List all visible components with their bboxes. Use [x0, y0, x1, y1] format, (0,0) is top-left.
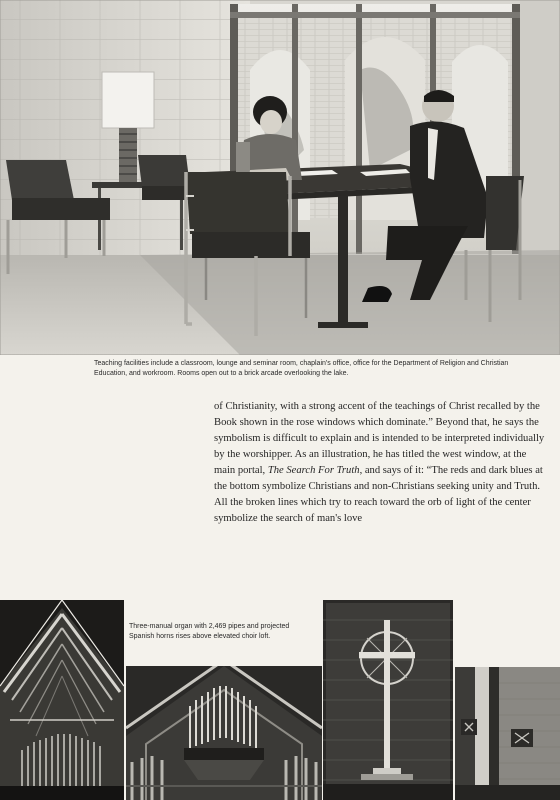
altar-cross-photo	[323, 600, 453, 800]
article-text-part-2: , and says of it: “The reds and dark blues at the bottom symbolize Christians and non-Christians seeking unity and Truth. All the broken lines which try to reach toward the orb of light of the center symbolize the search of man's love	[214, 465, 543, 524]
seminar-room-photo	[0, 0, 560, 355]
organ-pipes-photo	[126, 666, 322, 800]
exterior-detail-photo	[455, 667, 560, 800]
article-text-part-1: of Christianity, with a strong accent of the teachings of Christ recalled by the Book shown in the rose windows which dominate.” Beyond that, he says the symbolism is difficult to explain and is intended to be interpreted individually by the worshipper. As an illustration, he has titled the west window, at the main portal,	[214, 401, 545, 476]
chapel-interior-photo	[0, 600, 124, 800]
seminar-room-caption: Teaching facilities include a classroom, lounge and seminar room, chaplain's office, office for the Department of Religion and Christian Education, and workroom. Rooms open out to a brick arcade overlooking the lake.	[94, 360, 509, 377]
window-title: The Search For Truth	[267, 465, 360, 476]
article-body-text	[214, 399, 550, 527]
organ-caption: Three-manual organ with 2,469 pipes and projected Spanish horns rises above elevated choir loft.	[129, 623, 290, 640]
